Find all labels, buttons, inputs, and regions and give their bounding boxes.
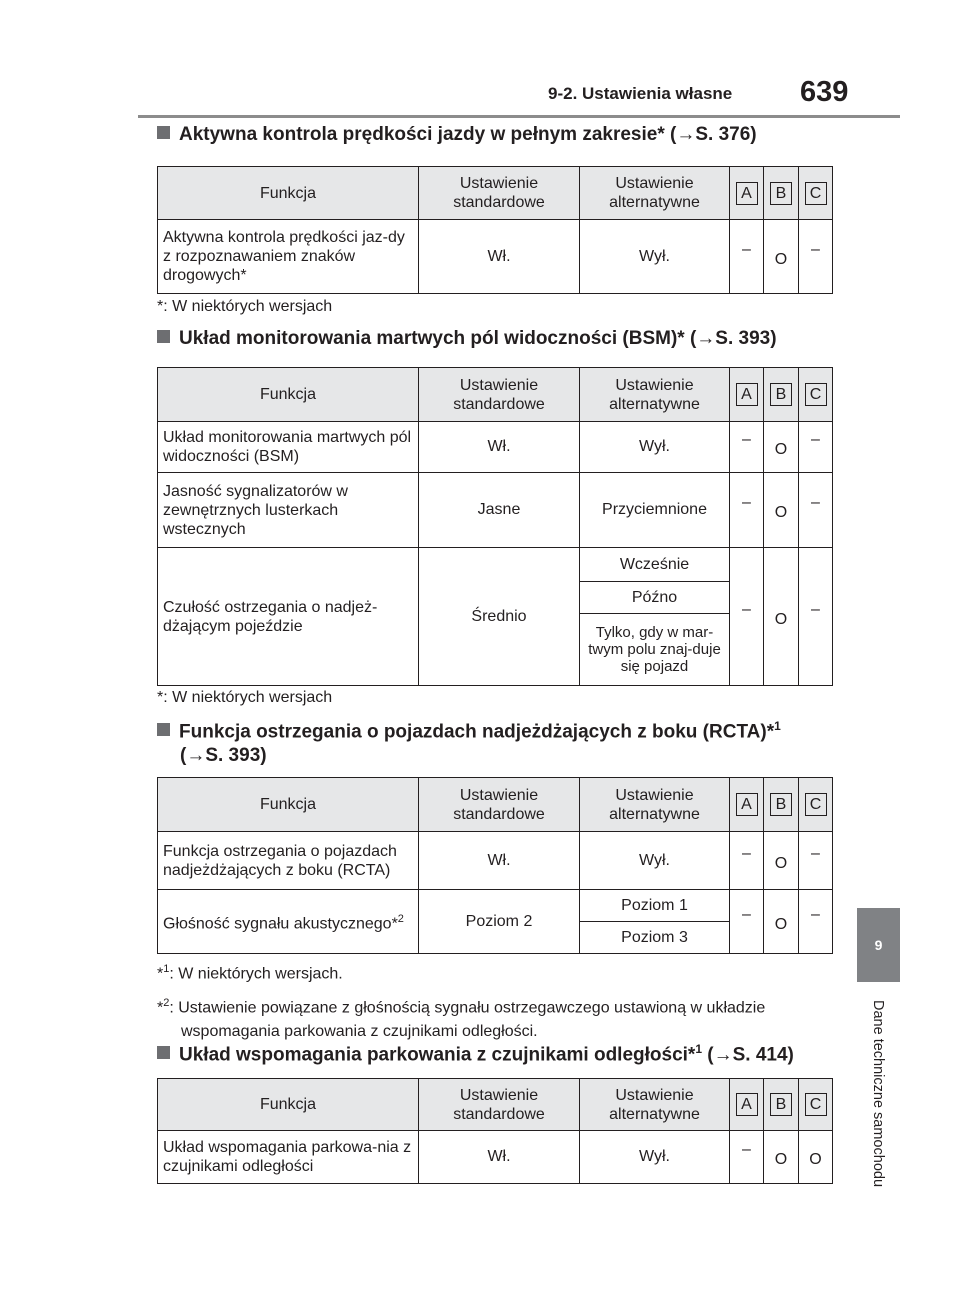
circle-mark: O	[774, 915, 788, 933]
bsm-heading	[157, 328, 777, 350]
bullet-square-icon	[157, 1046, 170, 1059]
box-b: B	[770, 793, 792, 816]
standard-cell: Wł.	[419, 1131, 580, 1184]
dash-mark: –	[742, 494, 751, 511]
col-function: Funkcja	[158, 778, 419, 832]
standard-cell: Jasne	[419, 473, 580, 548]
c-cell	[799, 548, 833, 686]
acc-heading-ref: S. 376)	[695, 124, 757, 145]
table-row	[158, 1131, 833, 1184]
alternative-cell: Przyciemnione	[580, 473, 730, 548]
acc-heading	[157, 124, 757, 146]
dash-mark: –	[811, 431, 820, 448]
col-standard: Ustawienie standardowe	[419, 1079, 580, 1131]
alternative-cell: Poziom 1	[580, 890, 730, 922]
table-row	[158, 890, 833, 922]
alternative-cell: Wył.	[580, 422, 730, 473]
a-cell	[730, 422, 764, 473]
note2-line1	[157, 991, 765, 1020]
bullet-square-icon	[157, 330, 170, 343]
arrow-right-icon: →	[186, 745, 206, 766]
table-row	[158, 832, 833, 890]
table-row	[158, 473, 833, 548]
box-b: B	[770, 383, 792, 406]
parking-table	[157, 1078, 833, 1184]
rcta-ref-open: (	[180, 745, 187, 766]
circle-mark: O	[774, 854, 788, 872]
dash-mark: –	[742, 431, 751, 448]
page-number: 639	[800, 76, 849, 108]
rcta-note2	[157, 991, 765, 1044]
chapter-label-text: Dane techniczne samochodu	[870, 1000, 886, 1188]
table-header-row	[158, 167, 833, 220]
parking-heading-sup: 1	[695, 1042, 702, 1056]
bullet-square-icon	[157, 723, 170, 736]
box-b: B	[770, 1093, 792, 1116]
col-c	[799, 1079, 833, 1131]
rcta-table	[157, 777, 833, 954]
b-cell	[764, 548, 799, 686]
table-row	[158, 548, 833, 582]
header-divider	[138, 115, 900, 118]
function-cell: Układ wspomagania parkowa-nia z czujnikami odległości	[158, 1131, 419, 1184]
note2-mark: *	[157, 999, 164, 1017]
c-cell	[799, 220, 833, 294]
dash-mark: –	[742, 905, 751, 923]
a-cell	[730, 548, 764, 686]
col-c	[799, 368, 833, 422]
col-b	[764, 368, 799, 422]
alternative-cell: Tylko, gdy w mar-twym polu znaj-duje się pojazd	[580, 614, 730, 686]
b-cell	[764, 422, 799, 473]
note1-sup: 1	[163, 963, 170, 975]
alternative-cell: Wcześnie	[580, 548, 730, 582]
c-cell	[799, 890, 833, 954]
bullet-square-icon	[157, 126, 170, 139]
dash-mark: –	[811, 240, 820, 258]
c-cell	[799, 473, 833, 548]
col-alternative: Ustawienie alternatywne	[580, 368, 730, 422]
b-cell	[764, 220, 799, 294]
col-c	[799, 167, 833, 220]
bsm-table	[157, 367, 833, 686]
acc-table	[157, 166, 833, 294]
rcta-heading-text: Funkcja ostrzegania o pojazdach nadjeżdżających z boku (RCTA)*	[179, 721, 775, 743]
dash-mark: –	[742, 240, 751, 258]
box-c: C	[805, 383, 827, 406]
arrow-right-icon: →	[696, 328, 716, 349]
box-a: A	[736, 793, 758, 816]
dash-mark: –	[811, 600, 820, 618]
col-a	[730, 1079, 764, 1131]
circle-mark: O	[809, 1151, 822, 1168]
bsm-heading-text: Układ monitorowania martwych pól widoczności (BSM)* (	[179, 328, 697, 349]
col-function: Funkcja	[158, 1079, 419, 1131]
col-b	[764, 167, 799, 220]
circle-mark: O	[774, 1151, 788, 1168]
function-cell: Czułość ostrzegania o nadjeż-dżającym pojeździe	[158, 548, 419, 686]
bsm-heading-ref: S. 393)	[715, 328, 777, 349]
col-standard: Ustawienie standardowe	[419, 368, 580, 422]
circle-mark: O	[774, 504, 788, 521]
table-header-row	[158, 368, 833, 422]
box-c: C	[805, 1093, 827, 1116]
function-text: Głośność sygnału akustycznego*	[163, 915, 398, 933]
a-cell	[730, 473, 764, 548]
c-cell	[799, 422, 833, 473]
col-c	[799, 778, 833, 832]
function-cell: Układ monitorowania martwych pól widoczności (BSM)	[158, 422, 419, 473]
parking-ref-open: (	[707, 1044, 714, 1066]
b-cell	[764, 890, 799, 954]
parking-heading-ref: S. 414)	[732, 1044, 794, 1066]
col-alternative: Ustawienie alternatywne	[580, 167, 730, 220]
col-alternative: Ustawienie alternatywne	[580, 1079, 730, 1131]
function-cell: Jasność sygnalizatorów w zewnętrznych lusterkach wstecznych	[158, 473, 419, 548]
c-cell	[799, 1131, 833, 1184]
chapter-tab: 9	[857, 908, 900, 982]
circle-mark: O	[774, 250, 788, 268]
col-function: Funkcja	[158, 368, 419, 422]
col-a	[730, 778, 764, 832]
col-a	[730, 167, 764, 220]
function-cell: Funkcja ostrzegania o pojazdach nadjeżdżających z boku (RCTA)	[158, 832, 419, 890]
circle-mark: O	[774, 610, 788, 628]
standard-cell: Średnio	[419, 548, 580, 686]
a-cell	[730, 832, 764, 890]
col-b	[764, 1079, 799, 1131]
standard-cell: Wł.	[419, 422, 580, 473]
acc-heading-text: Aktywna kontrola prędkości jazdy w pełnym zakresie* (	[179, 124, 677, 145]
col-b	[764, 778, 799, 832]
acc-note: *: W niektórych wersjach	[157, 298, 333, 315]
col-standard: Ustawienie standardowe	[419, 167, 580, 220]
parking-heading-text: Układ wspomagania parkowania z czujnikami odległości*	[179, 1044, 696, 1066]
standard-cell: Wł.	[419, 220, 580, 294]
alternative-cell: Poziom 3	[580, 922, 730, 954]
a-cell	[730, 890, 764, 954]
rcta-note1	[157, 963, 343, 983]
standard-cell: Wł.	[419, 832, 580, 890]
a-cell	[730, 220, 764, 294]
note1-text: : W niektórych wersjach.	[169, 965, 343, 983]
box-a: A	[736, 1093, 758, 1116]
box-c: C	[805, 182, 827, 205]
b-cell	[764, 473, 799, 548]
alternative-cell: Wył.	[580, 832, 730, 890]
function-cell	[158, 890, 419, 954]
dash-mark: –	[811, 494, 820, 511]
dash-mark: –	[742, 600, 751, 618]
dash-mark: –	[742, 1141, 751, 1158]
a-cell	[730, 1131, 764, 1184]
note2-sup: 2	[163, 997, 170, 1009]
col-a	[730, 368, 764, 422]
col-alternative: Ustawienie alternatywne	[580, 778, 730, 832]
note1-mark: *	[157, 965, 164, 983]
alternative-cell: Wył.	[580, 1131, 730, 1184]
standard-cell: Poziom 2	[419, 890, 580, 954]
alternative-cell: Późno	[580, 582, 730, 614]
col-function: Funkcja	[158, 167, 419, 220]
dash-mark: –	[811, 905, 820, 923]
parking-heading	[157, 1042, 794, 1066]
table-row	[158, 422, 833, 473]
rcta-heading-ref: S. 393)	[205, 745, 267, 766]
note2-text1: : Ustawienie powiązane z głośnością sygnału ostrzegawczego ustawioną w układzie	[169, 999, 766, 1017]
col-standard: Ustawienie standardowe	[419, 778, 580, 832]
alternative-cell: Wył.	[580, 220, 730, 294]
box-b: B	[770, 182, 792, 205]
box-a: A	[736, 182, 758, 205]
table-header-row	[158, 1079, 833, 1131]
function-sup: 2	[397, 912, 404, 925]
table-row	[158, 220, 833, 294]
table-header-row	[158, 778, 833, 832]
circle-mark: O	[774, 441, 788, 458]
arrow-right-icon: →	[676, 124, 696, 145]
bsm-note: *: W niektórych wersjach	[157, 689, 333, 706]
function-cell: Aktywna kontrola prędkości jaz-dy z rozpoznawaniem znaków drogowych*	[158, 220, 419, 294]
b-cell	[764, 1131, 799, 1184]
c-cell	[799, 832, 833, 890]
box-a: A	[736, 383, 758, 406]
arrow-right-icon: →	[713, 1044, 733, 1066]
dash-mark: –	[811, 844, 820, 862]
section-title: 9-2. Ustawienia własne	[548, 84, 733, 103]
rcta-heading-sup: 1	[774, 719, 781, 733]
box-c: C	[805, 793, 827, 816]
rcta-heading	[157, 719, 781, 743]
rcta-heading-ref-line	[180, 745, 267, 767]
dash-mark: –	[742, 844, 751, 862]
b-cell	[764, 832, 799, 890]
note2-line2: wspomagania parkowania z czujnikami odległości.	[181, 1023, 538, 1041]
